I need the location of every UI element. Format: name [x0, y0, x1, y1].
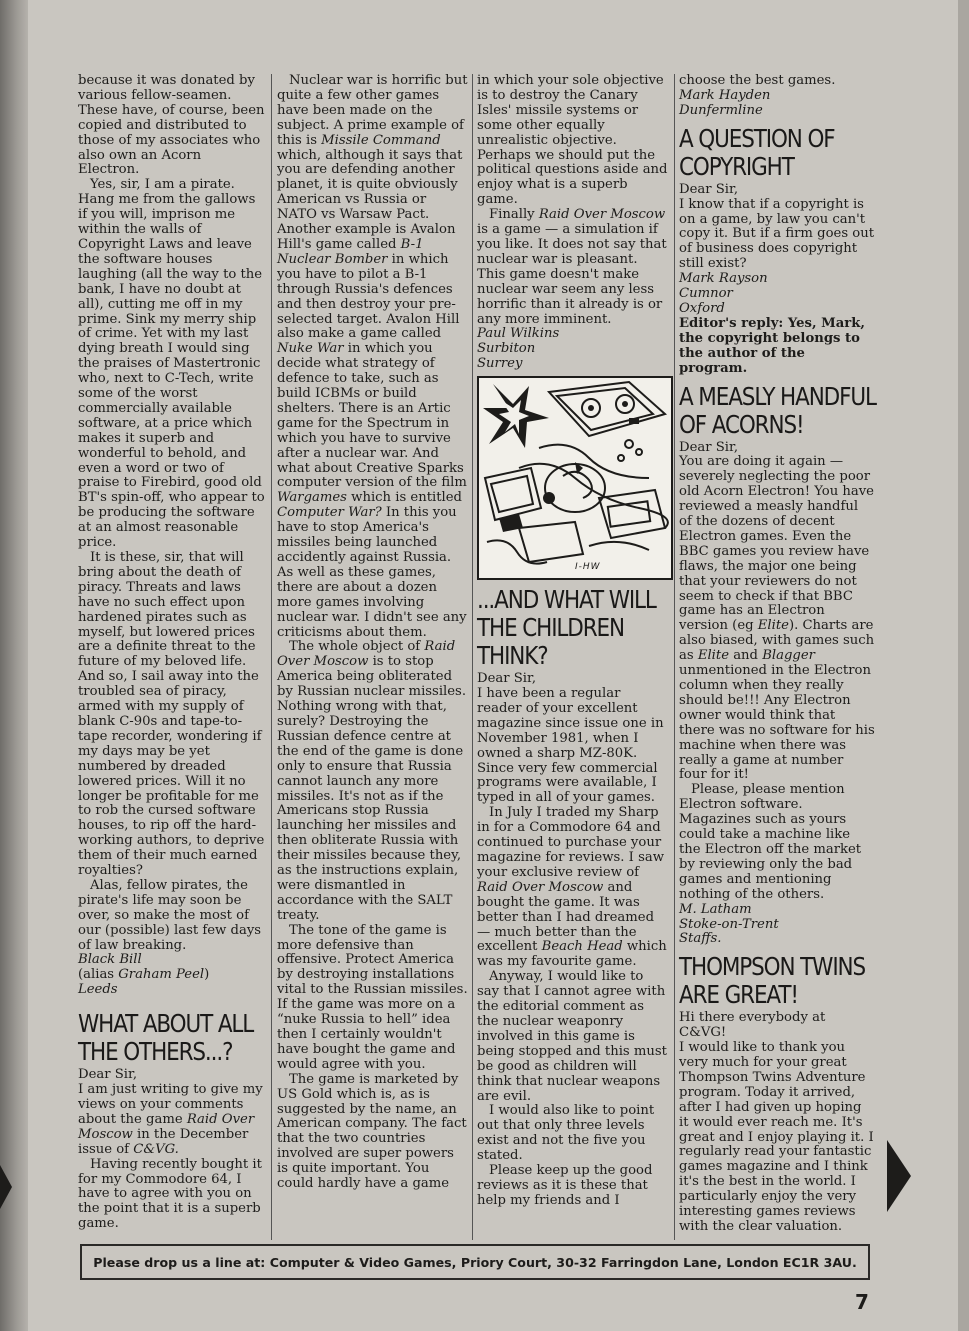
column-1	[78, 74, 266, 1232]
game-title: Elite	[697, 648, 729, 664]
text: which, although it says that you are defending another planet, it is quite obviously American vs Russia or NATO vs Warsaw Pact. Another example is Avalon Hill's game called	[277, 147, 463, 252]
signature-town: Leeds	[78, 982, 118, 998]
game-title: B-1 Nuclear Bomber	[277, 236, 424, 267]
signature-county: Staffs.	[679, 931, 722, 947]
text: In July I traded my Sharp in for a Commodore 64 and continued to purchase your magazine for reviews. I saw your exclusive review of	[477, 805, 664, 880]
signature-alias	[78, 968, 266, 983]
game-title: Beach Head	[541, 939, 623, 955]
text: I am just writing to give my views on your comments about the game	[78, 1082, 263, 1127]
letter-heading: A QUESTION OF COPYRIGHT	[679, 123, 835, 181]
footer-text: Please drop us a line at: Computer & Video Games, Priory Court, 30-32 Farringdon Lane, London EC1R 3AU.	[93, 1254, 857, 1270]
text: and	[729, 648, 763, 664]
paragraph: The tone of the game is more defensive than offensive. Protect America by destroying installations vital to the Russian missiles. If the game was more on a “nuke Russia to hell” idea then I certainly wouldn't have bought the game and would agree with you.	[277, 922, 468, 1072]
salutation: Dear Sir,	[477, 671, 537, 687]
column-3	[477, 74, 669, 1209]
column-rule	[674, 74, 675, 1240]
game-title: Elite	[757, 618, 789, 634]
signature-name: M. Latham	[679, 901, 752, 917]
text: In this you have to stop America's missiles being launched accidently against Russia. As well as these games, there are about a dozen more games involving nuclear war. I didn't see any criticisms about them.	[277, 505, 467, 640]
letter-heading: WHAT ABOUT ALL THE OTHERS...?	[78, 1009, 254, 1067]
signature-town: Surbiton	[477, 341, 536, 357]
paragraph: Having recently bought it for my Commodore 64, I have to agree with you on the point that it is a superb game.	[78, 1156, 262, 1232]
text: is to stop America being obliterated by Russian nuclear missiles. Nothing wrong with that, surely? Destroying the Russian defence centre at the end of the game is done only to ensure that Russia cannot launch any more missiles. It's not as if the Americans stop Russia launching her missiles and then obliterate Russia with their missiles because they, as the instructions explain, were dismantled in accordance with the SALT treaty.	[277, 654, 467, 923]
game-title: Blagger	[762, 648, 815, 664]
paragraph: Hi there everybody at C&VG!	[679, 1010, 826, 1041]
game-title: Raid Over Moscow	[477, 879, 604, 895]
column-2	[277, 74, 469, 1192]
game-title: Nuke War	[277, 341, 344, 357]
page-number: 7	[855, 1290, 869, 1314]
binding-spine	[0, 0, 28, 1331]
arrow-left-icon	[0, 1165, 12, 1209]
salutation: Dear Sir,	[78, 1067, 138, 1083]
paragraph: in which your sole objective is to destroy the Canary Isles' missile systems or some other equally unrealistic objective. Perhaps we should put the political questions aside and enjoy what is a superb game.	[477, 73, 668, 208]
game-title: Raid Over Moscow	[277, 639, 456, 670]
signature-alias-text: (alias	[78, 967, 119, 983]
letter-heading: THOMPSON TWINS ARE GREAT!	[679, 952, 866, 1010]
paragraph: Please keep up the good reviews as it is these that help my friends and I	[477, 1163, 653, 1208]
cassette-drawing-icon	[479, 378, 671, 578]
magazine-title: C&VG.	[133, 1141, 179, 1157]
text: which is entitled	[346, 490, 462, 506]
paragraph	[277, 640, 469, 923]
paragraph: Please, please mention Electron software. Magazines such as yours could take a machine like the Electron off the market by reviewing only the bad games and mentioning nothing of the others.	[679, 782, 862, 902]
paragraph: Yes, sir, I am a pirate. Hang me from the gallows if you will, imprison me within the walls of Copyright Laws and leave the software houses laughing (all the way to the bank, I have no doubt at all), cutting me off in my prime. Sink my merry ship of crime. Yet with my last dying breath I would sing the praises of Mastertronic who, next to C-Tech, write some of the worst commercially available software, at a price which makes it superb and wonderful to behold, and even a word or two of praise to Firebird, good old BT's spin-off, who appear to be producing the software at an almost reasonable price.	[78, 177, 265, 551]
text: is a game — a simulation if you like. It does not say that nuclear war is pleasant. This game doesn't make nuclear war seem any less horrific than it already is or any more imminent.	[477, 222, 667, 327]
signature-town: Dunfermline	[679, 102, 763, 118]
letter-heading: A MEASLY HANDFUL OF ACORNS!	[679, 381, 876, 439]
text: in which you decide what strategy of defence to take, such as build ICBMs or build shelters. There is an Artic game for the Spectrum in which you have to survive after a nuclear war. And what about Creative Sparks computer version of the film	[277, 341, 467, 491]
signature-name: Black Bill	[78, 952, 142, 968]
paragraph: Anyway, I would like to say that I cannot agree with the editorial comment as the nuclear weaponry involved in this game is being stopped and this must be good as children will think that nuclear weapons are evil.	[477, 969, 667, 1104]
game-title: Computer War?	[277, 505, 382, 521]
paragraph: choose the best games.	[679, 73, 836, 88]
text: which was my favourite game.	[477, 939, 667, 970]
salutation: Dear Sir,	[679, 439, 739, 455]
address-footer	[80, 1244, 870, 1280]
illustration-signature: I-HW	[575, 562, 601, 573]
signature-county: Surrey	[477, 356, 523, 372]
text: The whole object of	[289, 639, 425, 655]
text: ). Charts are also biased, with games such as	[679, 618, 875, 664]
paragraph	[477, 806, 669, 970]
text: in which you have to pilot a B-1 through Russia's defences and then destroy your pre-selected target. Avalon Hill also make a game called	[277, 251, 460, 342]
signature-name: Mark Hayden	[679, 87, 771, 103]
paragraph: The game is marketed by US Gold which is, as is suggested by the name, an American company. The fact that the two countries involved are super powers is quite important. You could hardly have a game	[277, 1071, 467, 1192]
column-rule	[271, 74, 272, 1240]
paragraph: It is these, sir, that will bring about the death of piracy. Threats and laws have no such effect upon hardened pirates such as myself, but lowered prices are a definite threat to the future of my beloved life. And so, I sail away into the troubled sea of piracy, armed with my supply of blank C-90s and tape-to-tape recorder, wondering if my days may be yet numbered by dreaded lowered prices. Will it no longer be profitable for me to rob the cursed software houses, to rip off the hard-working authors, to deprive them of their much earned royalties?	[78, 550, 265, 879]
paragraph: I have been a regular reader of your excellent magazine since issue one in November 1981, when I owned a sharp MZ-80K. Since very few commercial programs were available, I typed in all of your games.	[477, 686, 664, 806]
signature-town: Stoke-on-Trent	[679, 916, 779, 932]
column-4	[679, 74, 875, 1235]
text: unmentioned in the Electron column when they really should be!!! Any Electron owner would think that there was no software for his machine when there was really a game at number four for it!	[679, 663, 875, 783]
text: Nuclear war is horrific but quite a few other games have been made on the subject. A prime example of this is	[277, 73, 468, 148]
game-title: Missile Command	[321, 132, 441, 148]
editor-reply: Editor's reply: Yes, Mark, the copyright belongs to the author of the program.	[679, 315, 865, 376]
paragraph: I know that if a copyright is on a game, by law you can't copy it. But if a firm goes out of business does copyright still exist?	[679, 196, 875, 272]
text: You are doing it again — severely neglecting the poor old Acorn Electron! You have reviewed a measly handful of the dozens of decent Electron games. Even the BBC games you review have flaws, the major one being that your reviewers do not seem to check if that BBC game has an Electron version (eg	[679, 454, 874, 634]
column-rule	[472, 74, 473, 1240]
letter-heading: ...AND WHAT WILL THE CHILDREN THINK?	[477, 585, 656, 671]
text: in the December issue of	[78, 1126, 249, 1157]
paragraph: I would also like to point out that only three levels exist and not the five you stated.	[477, 1103, 655, 1164]
signature-county: Oxford	[679, 300, 725, 316]
signature-name: Mark Rayson	[679, 271, 768, 287]
paragraph: because it was donated by various fellow-seamen. These have, of course, been copied and distributed to those of my associates who also own an Acorn Electron.	[78, 73, 265, 178]
signature-alias-close: )	[204, 967, 210, 983]
paragraph: Alas, fellow pirates, the pirate's life may soon be over, so make the most of our (possible) last few days of law breaking.	[78, 877, 262, 953]
text: and bought the game. It was better than I had dreamed — much better than the excellent	[477, 879, 655, 955]
cassette-illustration	[477, 376, 673, 580]
paragraph	[679, 455, 875, 783]
film-title: Wargames	[277, 490, 347, 506]
game-title: Raid Over Moscow	[538, 207, 666, 223]
paragraph: I would like to thank you very much for your great Thompson Twins Adventure program. Today it arrived, after I had given up hoping it would ever reach me. It's great and I enjoy playing it. I regularly read your fantastic games magazine and I think it's the best in the world. I particularly enjoy the very interesting games reviews with the clear valuation.	[679, 1040, 874, 1234]
salutation: Dear Sir,	[679, 181, 739, 197]
signature-town: Cumnor	[679, 286, 733, 302]
paragraph	[78, 1083, 266, 1158]
arrow-right-icon	[887, 1140, 911, 1212]
text: Finally	[489, 207, 539, 223]
game-title: Raid Over Moscow	[78, 1111, 255, 1142]
paragraph	[477, 208, 669, 327]
signature-alias-name: Graham Peel	[118, 967, 205, 983]
paragraph	[277, 74, 469, 640]
signature-name: Paul Wilkins	[477, 326, 560, 342]
